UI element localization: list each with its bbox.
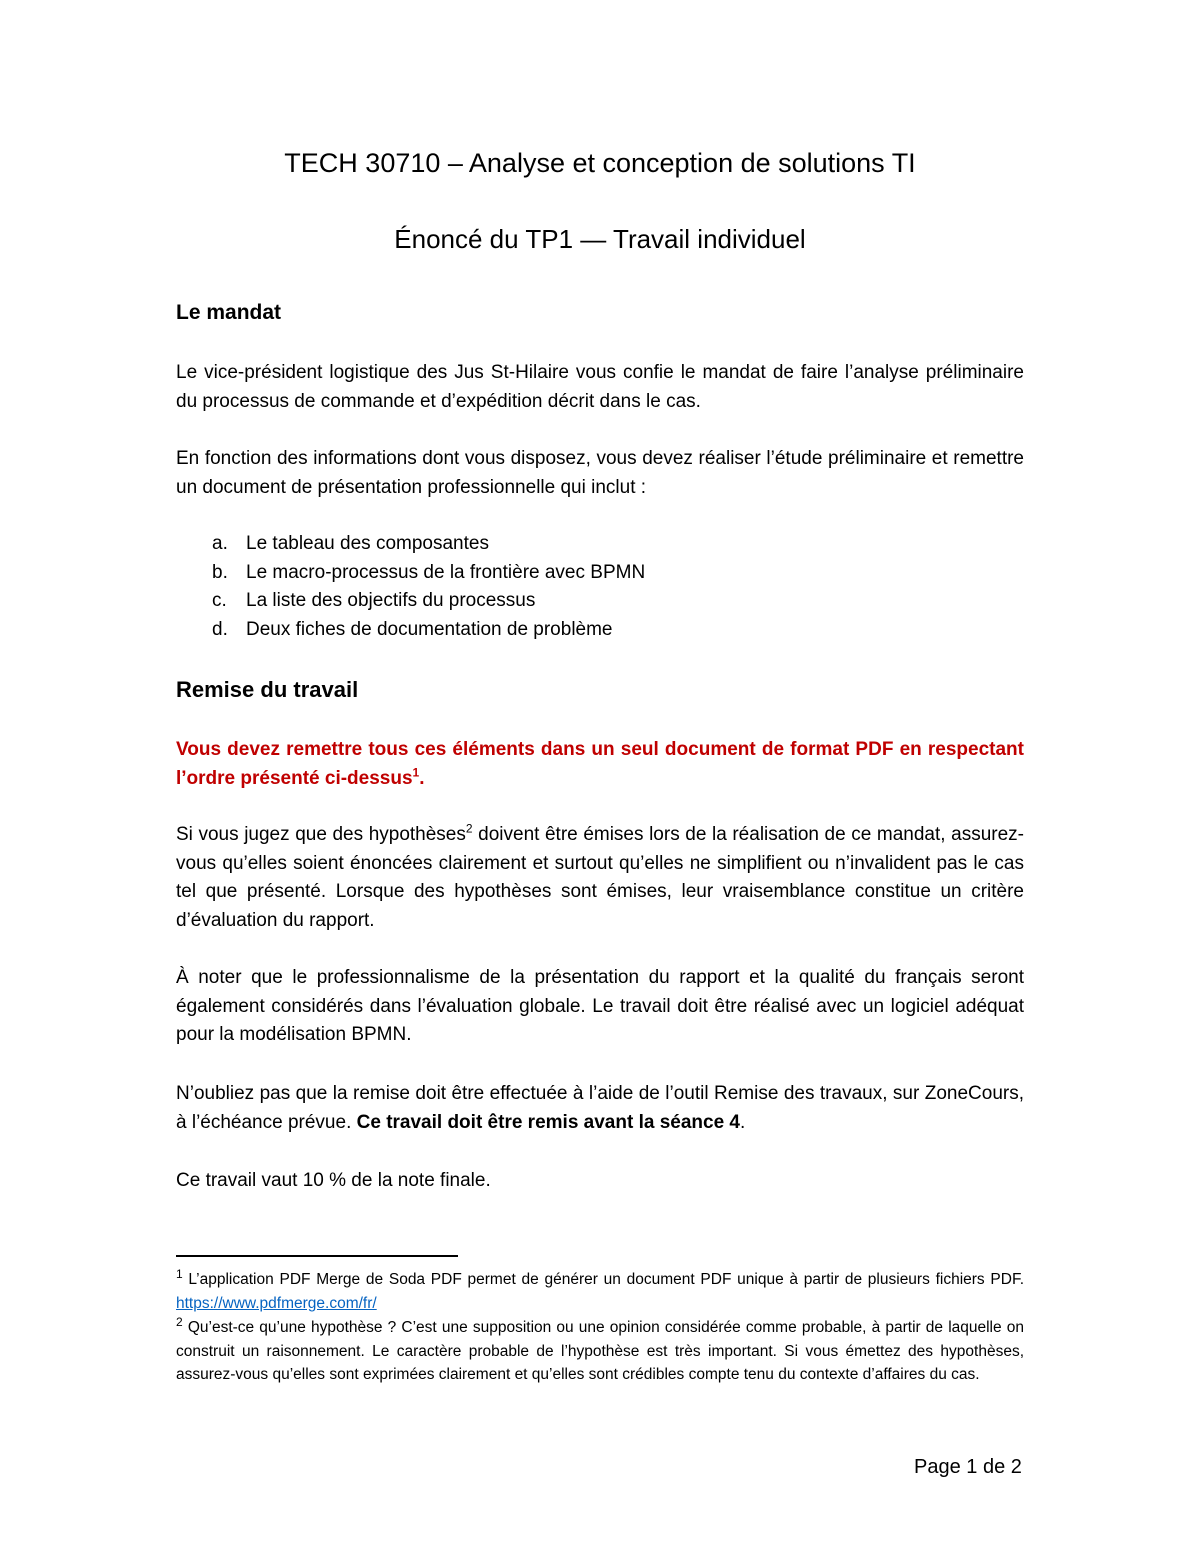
pdfmerge-link[interactable]: https://www.pdfmerge.com/fr/ xyxy=(176,1294,377,1312)
deadline-paragraph xyxy=(176,1080,1024,1137)
list-item-text: Le macro-processus de la frontière avec BPMN xyxy=(246,561,646,583)
list-item xyxy=(176,559,1024,588)
submission-warning xyxy=(176,736,1024,793)
page-number: Page 1 de 2 xyxy=(914,1456,1022,1478)
submission-warning-end: . xyxy=(419,767,425,789)
list-item xyxy=(176,616,1024,645)
submission-heading: Remise du travail xyxy=(176,677,359,702)
hypothesis-paragraph xyxy=(176,821,1024,935)
list-item-text: Le tableau des composantes xyxy=(246,533,489,554)
weight-paragraph: Ce travail vaut 10 % de la note finale. xyxy=(176,1170,491,1191)
deadline-text: N’oubliez pas que la remise doit être effectuée à l’aide de l’outil Remise des travaux, sur ZoneCours, à l’échéance prévue. xyxy=(176,1083,1024,1133)
footnote-1 xyxy=(176,1268,1024,1315)
document-title: TECH 30710 – Analyse et conception de solutions TI xyxy=(284,148,916,178)
list-item-text: La liste des objectifs du processus xyxy=(246,590,536,611)
footnote-ref-2: 2 xyxy=(465,821,473,836)
quality-paragraph: À noter que le professionnalisme de la présentation du rapport et la qualité du français seront également considérés dans l’évaluation globale. Le travail doit être réalisé avec un logiciel adéquat pour la modélisation BPMN. xyxy=(176,967,1024,1045)
footnote-2-text: Qu’est-ce qu’une hypothèse ? C’est une supposition ou une opinion considérée comme probable, à partir de laquelle on construit un raisonnement. Le caractère probable de l’hypothèse est très important. Si vous émettez des hypothèses, assurez-vous qu’elles sont exprimées clairement et qu’elles sont crédibles compte tenu du contexte d’affaires du cas. xyxy=(176,1319,1024,1383)
list-marker: d. xyxy=(212,618,228,640)
list-item xyxy=(176,587,1024,616)
footnote-ref-1: 1 xyxy=(412,765,420,780)
list-marker: a. xyxy=(212,533,228,554)
mandate-paragraph-1: Le vice-président logistique des Jus St-Hilaire vous confie le mandat de faire l’analyse préliminaire du processus de commande et d’expédition décrit dans le cas. xyxy=(176,362,1024,412)
footnote-1-number: 1 xyxy=(176,1266,183,1281)
list-item xyxy=(176,530,1024,559)
list-item-text: Deux fiches de documentation de problème xyxy=(246,618,613,640)
footnote-2 xyxy=(176,1316,1024,1387)
hypothesis-text-end: doivent être émises lors de la réalisation de ce mandat, assurez-vous qu’elles soient énoncées clairement et surtout qu’elles ne simplifient ou n’invalident pas le cas tel que présenté. Lorsque des hypothèses sont émises, leur vraisemblance constitue un critère d’évaluation du rapport. xyxy=(176,824,1024,931)
document-subtitle: Énoncé du TP1 — Travail individuel xyxy=(394,224,806,254)
footnote-separator xyxy=(176,1255,458,1257)
mandate-paragraph-2: En fonction des informations dont vous disposez, vous devez réaliser l’étude préliminaire et remettre un document de présentation professionnelle qui inclut : xyxy=(176,448,1024,498)
footnote-2-number: 2 xyxy=(176,1314,183,1329)
list-marker: b. xyxy=(212,561,228,583)
mandate-heading: Le mandat xyxy=(176,301,282,324)
deliverables-list xyxy=(176,530,1024,644)
hypothesis-text-start: Si vous jugez que des hypothèses xyxy=(176,824,466,845)
list-marker: c. xyxy=(212,590,227,611)
deadline-bold-text: Ce travail doit être remis avant la séance 4 xyxy=(356,1111,740,1133)
submission-warning-text: Vous devez remettre tous ces éléments dans un seul document de format PDF en respectant l’ordre présenté ci-dessus xyxy=(176,739,1024,789)
footnote-1-text: L’application PDF Merge de Soda PDF permet de générer un document PDF unique à partir de plusieurs fichiers PDF. xyxy=(182,1271,1024,1288)
deadline-end: . xyxy=(739,1111,746,1133)
